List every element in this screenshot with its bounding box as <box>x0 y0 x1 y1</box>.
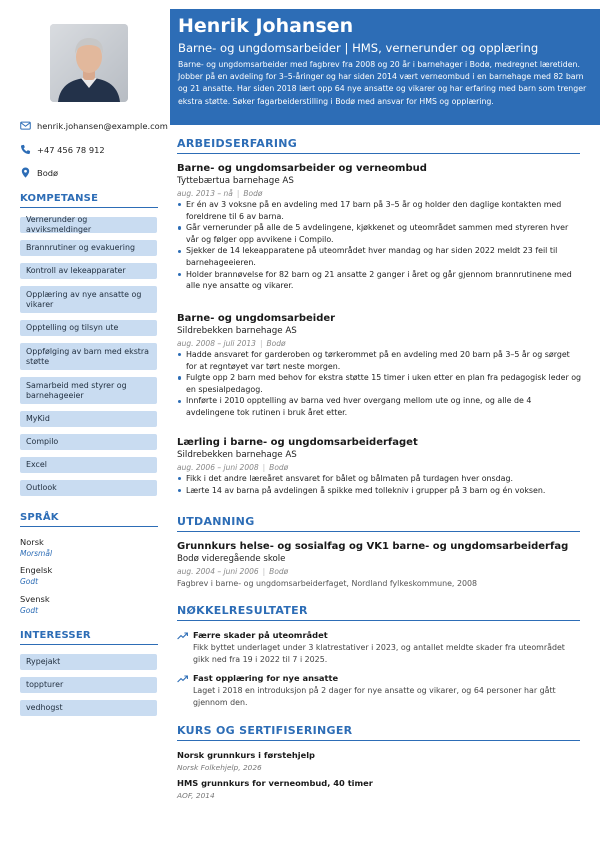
skill-chip: Compilo <box>20 434 157 450</box>
skill-chip: Opptelling og tilsyn ute <box>20 320 157 336</box>
job-org: Sildrebekken barnehage AS <box>177 326 297 336</box>
trend-up-icon <box>177 632 188 640</box>
separator: | <box>262 463 266 472</box>
separator: | <box>259 339 263 348</box>
skill-chip: Outlook <box>20 480 157 496</box>
education-title: Grunnkurs helse- og sosialfag og VK1 barne- og ungdomsarbeiderfag <box>177 541 569 552</box>
skill-chip: Oppfølging av barn med ekstra støtte <box>20 343 157 370</box>
envelope-icon <box>20 120 31 131</box>
job-title: Barne- og ungdomsarbeider <box>177 313 336 324</box>
job-meta <box>177 463 288 472</box>
interest-chip: vedhogst <box>20 700 157 716</box>
skill-chip: Brannrutiner og evakuering <box>20 240 157 256</box>
education-heading: UTDANNING <box>177 515 580 532</box>
job-bullet: Holder brannøvelse for 82 barn og 21 ansatte 2 ganger i året og går gjennom brannrutinene med alle nye ansatte og vikarer. <box>177 269 582 292</box>
map-pin-icon <box>20 167 31 178</box>
header-banner <box>170 9 600 125</box>
separator: | <box>262 567 266 576</box>
job-title: Barne- og ungdomsarbeider og verneombud <box>177 163 427 174</box>
skill-chip: Excel <box>20 457 157 473</box>
language-level: Morsmål <box>20 549 53 558</box>
interests-heading: INTERESSER <box>20 630 158 645</box>
education-meta <box>177 567 288 576</box>
job-org: Sildrebekken barnehage AS <box>177 450 297 460</box>
candidate-name: Henrik Johansen <box>178 15 354 37</box>
job-bullets <box>177 199 582 292</box>
skill-chip: Samarbeid med styrer og barnehageeier <box>20 377 157 404</box>
job-bullet: Innførte i 2010 opptelling av barna ved hver overgang mellom ute og inne, og alle de 4 avdelingene tok rutinen i bruk året etter. <box>177 395 582 418</box>
education-note: Fagbrev i barne- og ungdomsarbeiderfaget, Nordland fylkeskommune, 2008 <box>177 579 478 588</box>
job-title: Lærling i barne- og ungdomsarbeiderfaget <box>177 437 418 448</box>
education-place: Bodø <box>269 567 289 576</box>
skill-chip: Vernerunder og avviksmeldinger <box>20 217 157 233</box>
skill-chip: Kontroll av lekeapparater <box>20 263 157 279</box>
language-level: Godt <box>20 606 39 615</box>
language-name: Engelsk <box>20 565 53 575</box>
job-bullet: Sjekker de 14 lekeapparatene på uteområdet hver mandag og har siden 2022 meldt 23 feil til barnehageeieren. <box>177 245 582 268</box>
job-bullet: Fulgte opp 2 barn med behov for ekstra støtte 15 timer i uken etter en plan fra pedagogisk leder og en spesialpedagog. <box>177 372 582 395</box>
sidebar <box>0 0 168 849</box>
experience-heading: ARBEIDSERFARING <box>177 137 580 154</box>
languages-heading: SPRÅK <box>20 512 158 527</box>
job-period: aug. 2006 – juni 2008 <box>177 463 259 472</box>
profile-summary: Barne- og ungdomsarbeider med fagbrev fra 2008 og 20 år i barnehager i Bodø, medregnet læretiden. Jobber på en avdeling for 3–5-åringer og har siden 2014 vært verneombud i en barnehage med 82 barn og 21 ansatte. Har siden 2018 lært opp 64 nye ansatte og vikarer og har erfaring med barn som trenger ekstra støtte. Søker fagarbeiderstilling i Bodø med ansvar for HMS og opplæring. <box>178 60 587 106</box>
location-text: Bodø <box>37 168 59 178</box>
skill-chip: MyKid <box>20 411 157 427</box>
course-title: HMS grunnkurs for verneombud, 40 timer <box>177 778 373 788</box>
interest-chip: Rypejakt <box>20 654 157 670</box>
key-result-desc: Fikk byttet underlaget under 3 klatrestativer i 2023, og antallet meldte skader fra uteområdet gikk ned fra 19 i 2022 til 7 i 2025. <box>193 643 565 664</box>
skill-chip: Opplæring av nye ansatte og vikarer <box>20 286 157 313</box>
candidate-title: Barne- og ungdomsarbeider | HMS, vernerunder og opplæring <box>178 41 539 55</box>
language-name: Norsk <box>20 537 44 547</box>
key-result-title: Fast opplæring for nye ansatte <box>193 673 339 683</box>
job-period: aug. 2008 – juli 2013 <box>177 339 256 348</box>
job-bullet: Er én av 3 voksne på en avdeling med 17 barn på 3–5 år og holder den daglige kontakten med foreldrene til 6 av barna. <box>177 199 582 222</box>
job-org: Tyttebærtua barnehage AS <box>177 176 294 186</box>
course-meta: AOF, 2014 <box>177 791 215 800</box>
course-title: Norsk grunnkurs i førstehjelp <box>177 750 316 760</box>
job-bullet: Går vernerunder på alle de 5 avdelingene, kjøkkenet og uteområdet sammen med styreren hver vår og følger opp avvikene i Compilo. <box>177 222 582 245</box>
profile-photo <box>50 24 128 102</box>
phone-text: +47 456 78 912 <box>37 145 105 155</box>
trend-up-icon <box>177 675 188 683</box>
job-place: Bodø <box>243 189 263 198</box>
education-period: aug. 2004 – juni 2006 <box>177 567 259 576</box>
skills-heading: KOMPETANSE <box>20 193 158 208</box>
interest-chip: toppturer <box>20 677 157 693</box>
separator: | <box>236 189 240 198</box>
job-bullets <box>177 349 582 419</box>
job-bullets <box>177 473 582 496</box>
language-level: Godt <box>20 577 39 586</box>
job-bullet: Fikk i det andre læreåret ansvaret for bålet og bålmaten på turdagen hver onsdag. <box>177 473 582 485</box>
language-name: Svensk <box>20 594 50 604</box>
key-results-heading: NØKKELRESULTATER <box>177 604 580 621</box>
job-bullet: Lærte 14 av barna på avdelingen å spikke med tollekniv i grupper på 3 barn og én voksen. <box>177 485 582 497</box>
key-result-title: Færre skader på uteområdet <box>193 630 328 640</box>
job-meta <box>177 339 286 348</box>
job-place: Bodø <box>269 463 289 472</box>
job-bullet: Hadde ansvaret for garderoben og tørkerommet på en avdeling med 20 barn på 3–5 år og sørget for at regntøyet var tørt neste morgen. <box>177 349 582 372</box>
course-meta: Norsk Folkehjelp, 2026 <box>177 763 262 772</box>
key-result-desc: Laget i 2018 en introduksjon på 2 dager for nye ansatte og vikarer, og 64 personer har gått gjennom den. <box>193 686 556 707</box>
job-place: Bodø <box>266 339 286 348</box>
courses-heading: KURS OG SERTIFISERINGER <box>177 724 580 741</box>
job-meta <box>177 189 262 198</box>
education-school: Bodø videregående skole <box>177 554 286 564</box>
job-period: aug. 2013 – nå <box>177 189 233 198</box>
email-text: henrik.johansen@example.com <box>37 121 168 131</box>
phone-icon <box>20 144 31 155</box>
